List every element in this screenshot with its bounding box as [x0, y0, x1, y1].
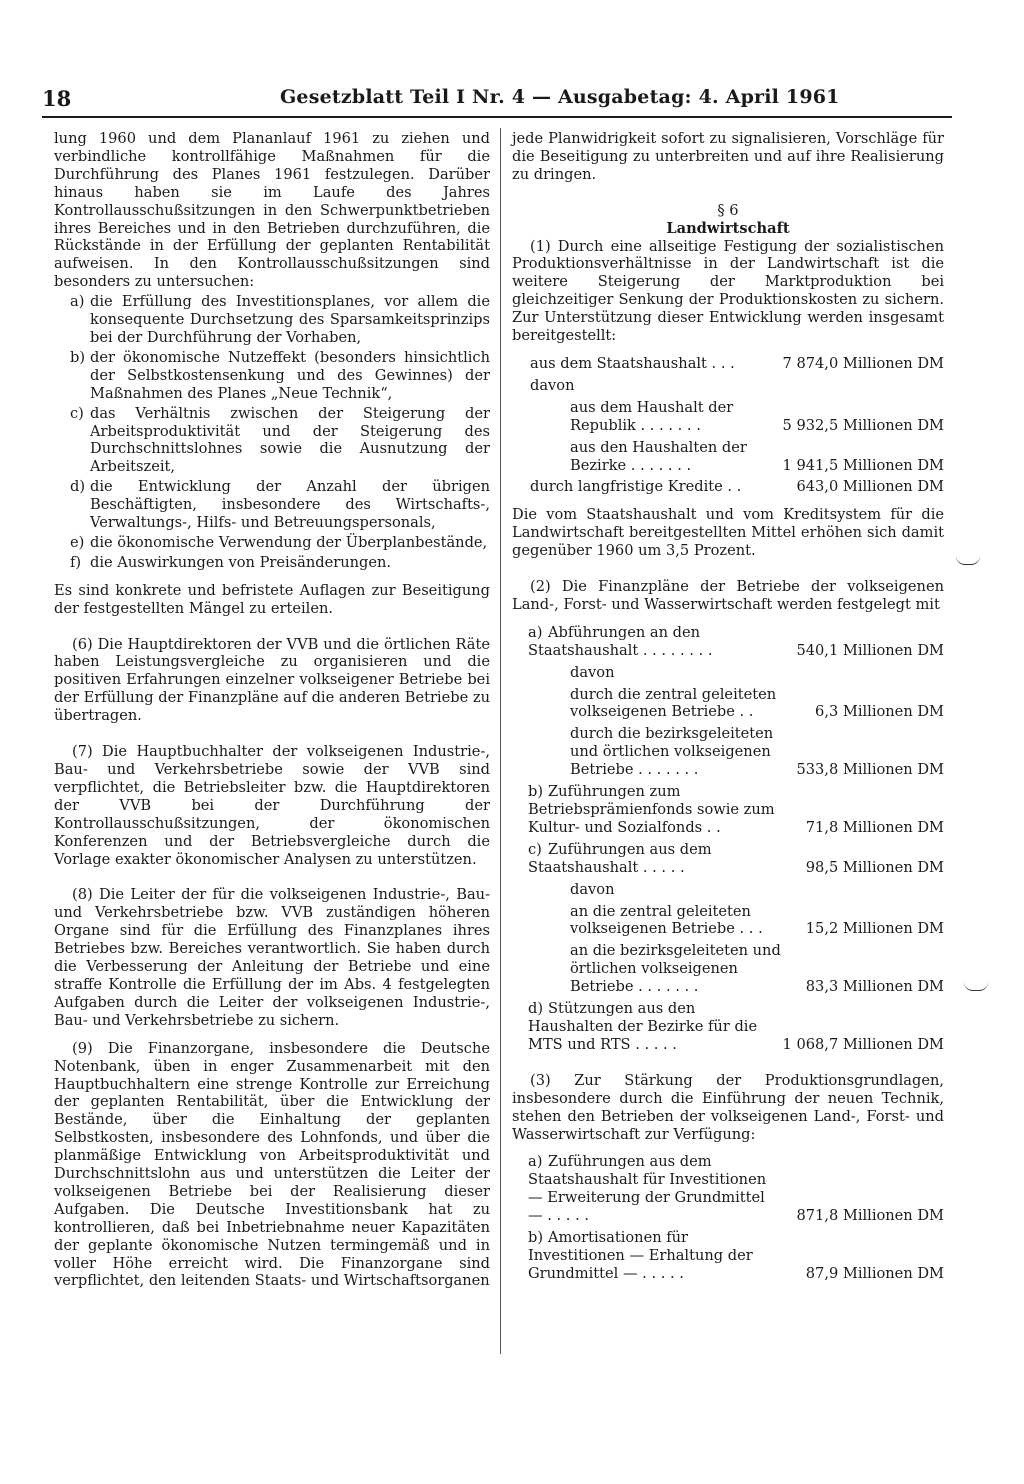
financial-row-amount: 71,8 Millionen DM — [805, 818, 944, 836]
list-label: b) — [528, 1229, 544, 1247]
financial-row-label — [512, 439, 782, 475]
financial-row-label — [512, 881, 782, 899]
financial-row-amount: 643,0 Millionen DM — [796, 478, 944, 496]
financial-row — [512, 841, 944, 877]
section-number: § 6 — [717, 201, 739, 219]
list-label: d) — [70, 478, 86, 496]
financial-row-amount: 540,1 Millionen DM — [796, 641, 944, 659]
financial-row — [512, 686, 944, 722]
section-paragraph-1: (1) Durch eine allseitige Festigung der sozialistischen Produktionsverhältnisse in der Landwirtschaft ist die weitere Steigerung der Marktproduktion bei gleichzeitiger Senkung der Produktionskosten zu sichern. Zur Unterstützung dieser Entwicklung werden insgesamt bereitgestellt: — [512, 237, 944, 345]
financial-row — [512, 439, 944, 475]
financial-row-text: davon — [530, 376, 575, 394]
financial-row-amount: 87,9 Millionen DM — [805, 1264, 944, 1282]
financial-row-label — [512, 1153, 782, 1225]
financial-row-text: davon — [570, 663, 615, 681]
margin-mark — [964, 982, 988, 991]
financial-row-text: durch die zentral geleiteten volkseigenen Betriebe . . — [570, 685, 777, 721]
financial-row-amount: 5 932,5 Millionen DM — [782, 416, 944, 434]
financial-row-text: an die zentral geleiteten volkseigenen Betriebe . . . — [570, 902, 763, 938]
financial-row-label — [512, 377, 782, 395]
list-text: die ökonomische Verwendung der Überplanbestände, — [90, 533, 488, 551]
financial-row — [512, 1000, 944, 1054]
financial-row-text: aus den Haushalten der Bezirke . . . . . . . — [570, 438, 747, 474]
financial-row-label — [512, 903, 782, 939]
paragraph-7: (7) Die Hauptbuchhalter der volkseigenen Industrie-, Bau- und Verkehrsbetriebe sowie der VVB sind verpflichtet, die Betriebsleiter bzw. die Hauptdirektoren der VVB bei der Durchführung der Kontrollausschußsitzungen, der ökonomischen Konferenzen und der Betriebsvergleiche durch die Vorlage exakter ökonomischer Analysen zu unterstützen. — [54, 743, 490, 868]
list-label: d) — [528, 1000, 544, 1018]
financial-row-text: aus dem Haushalt der Republik . . . . . . . — [570, 398, 734, 434]
list-text: die Erfüllung des Investitionsplanes, vor allem die konsequente Durchsetzung des Sparsamkeitsprinzips bei der Durchführung der Vorhaben, — [90, 293, 490, 346]
closing-paragraph: Es sind konkrete und befristete Auflagen zur Beseitigung der festgestellten Mängel zu erteilen. — [54, 581, 490, 617]
page-number: 18 — [42, 86, 72, 111]
paragraph-6: (6) Die Hauptdirektoren der VVB und die örtlichen Räte haben Leistungsvergleiche zu organisieren und die positiven Erfahrungen einzelner volkseigener Betriebe bei der Erfüllung der Finanzpläne auf die anderen Betriebe zu übertragen. — [54, 635, 490, 725]
financial-row-amount: 6,3 Millionen DM — [815, 703, 944, 721]
financial-row-label — [512, 624, 782, 660]
right-column — [512, 130, 944, 1283]
section-title: Landwirtschaft — [666, 219, 790, 237]
financial-row-text: aus dem Staatshaushalt . . . — [530, 354, 735, 372]
section-paragraph-1b: Die vom Staatshaushalt und vom Kreditsystem für die Landwirtschaft bereitgestellten Mittel erhöhen sich damit gegenüber 1960 um 3,5 Prozent. — [512, 506, 944, 560]
financial-row — [512, 399, 944, 435]
list-text: die Auswirkungen von Preisänderungen. — [90, 553, 392, 571]
financial-row-label — [512, 355, 782, 373]
financial-row — [512, 1153, 944, 1225]
gazette-title: Gesetzblatt Teil I Nr. 4 — Ausgabetag: 4. April 1961 — [280, 86, 840, 108]
financial-row-text: Abführungen an den Staatshaushalt . . . . . . . . — [528, 623, 713, 659]
financial-row-amount: 1 068,7 Millionen DM — [782, 1035, 944, 1053]
financial-table-3 — [512, 1153, 944, 1282]
section-paragraph-2: (2) Die Finanzpläne der Betriebe der volkseigenen Land-, Forst- und Wasserwirtschaft werden festgelegt mit — [512, 578, 944, 613]
financial-row-amount: 15,2 Millionen DM — [805, 920, 944, 938]
financial-row-label — [512, 1229, 782, 1283]
margin-mark — [956, 556, 980, 565]
financial-row — [512, 664, 944, 682]
financial-row — [512, 355, 944, 373]
financial-row — [512, 624, 944, 660]
list-label: b) — [528, 783, 544, 801]
financial-row-text: Zuführungen zum Betriebsprämienfonds sowie zum Kultur- und Sozialfonds . . — [528, 783, 775, 836]
list-label: a) — [70, 293, 85, 311]
financial-row-amount: 533,8 Millionen DM — [796, 761, 944, 779]
financial-row-label — [512, 942, 782, 996]
financial-row-text: Zuführungen aus dem Staatshaushalt . . . . . — [528, 840, 712, 876]
list-item-f — [54, 554, 490, 572]
financial-row-label — [512, 1000, 782, 1054]
financial-table-2 — [512, 624, 944, 1054]
financial-row-text: an die bezirksgeleiteten und örtlichen volkseigenen Betriebe . . . . . . . — [570, 942, 781, 996]
financial-row-text: durch die bezirksgeleiteten und örtlichen volkseigenen Betriebe . . . . . . . — [570, 725, 774, 779]
financial-row-amount: 98,5 Millionen DM — [805, 858, 944, 876]
financial-row — [512, 725, 944, 779]
list-label: c) — [70, 404, 84, 422]
list-label: a) — [528, 1153, 543, 1171]
financial-row — [512, 881, 944, 899]
header-rule — [42, 116, 952, 118]
list-text: das Verhältnis zwischen der Steigerung der Arbeitsproduktivität und der Steigerung des Durchschnittslohnes sowie die Ausnutzung der Arbeitszeit, — [90, 404, 490, 476]
continuation-paragraph: jede Planwidrigkeit sofort zu signalisieren, Vorschläge für die Beseitigung zu unterbreiten und auf ihre Realisierung zu dringen. — [512, 130, 944, 183]
list-label: e) — [70, 533, 85, 551]
list-item-a — [54, 293, 490, 347]
financial-row — [512, 478, 944, 496]
intro-paragraph: lung 1960 und dem Plananlauf 1961 zu ziehen und verbindliche kontrollfähige Maßnahmen für die Durchführung des Planes 1961 festzulegen. Darüber hinaus haben sie im Laufe des Jahres Kontrollausschußsitzungen in den Schwerpunktbetrieben ihres Bereiches und in den Betrieben durchzuführen, die Rückstände in der Erfüllung der geplanten Rentabilität aufweisen. In den Kontrollausschußsitzungen sind besonders zu untersuchen: — [54, 130, 490, 291]
paragraph-8: (8) Die Leiter der für die volkseigenen Industrie-, Bau- und Verkehrsbetriebe bzw. VVB zuständigen höheren Organe sind für die Erfüllung des Finanzplanes ihres Betriebes bzw. Bereiches verantwortlich. Sie haben durch die Verbesserung der Anleitung der Betriebe und eine straffe Kontrolle die Erfüllung der im Abs. 4 festgelegten Aufgaben durch die Leiter der volkseigenen Industrie-, Bau- und Verkehrsbetriebe zu sichern. — [54, 886, 490, 1029]
left-column — [54, 130, 490, 1290]
financial-row-label — [512, 783, 782, 837]
list-text: die Entwicklung der Anzahl der übrigen Beschäftigten, insbesondere des Wirtschafts-, Verwaltungs-, Hilfs- und Betreuungspersonals, — [90, 478, 490, 532]
list-label: c) — [528, 840, 542, 858]
financial-row-text: Stützungen aus den Haushalten der Bezirke für die MTS und RTS . . . . . — [528, 1000, 758, 1053]
list-label: a) — [528, 623, 543, 641]
financial-row — [512, 903, 944, 939]
financial-row-text: Zuführungen aus dem Staatshaushalt für Investitionen — Erweiterung der Grundmittel — . . . . . — [528, 1153, 767, 1225]
column-divider — [500, 128, 501, 1354]
financial-row-text: durch langfristige Kredite . . — [530, 478, 742, 496]
financial-row — [512, 783, 944, 837]
financial-table-1 — [512, 355, 944, 496]
financial-row-text: Amortisationen für Investitionen — Erhaltung der Grundmittel — . . . . . — [528, 1229, 753, 1282]
financial-row-text: davon — [570, 880, 615, 898]
financial-row — [512, 1229, 944, 1283]
financial-row-label — [512, 399, 782, 435]
list-label: b) — [70, 348, 86, 366]
financial-row-label — [512, 664, 782, 682]
financial-row-label — [512, 686, 782, 722]
financial-row — [512, 377, 944, 395]
financial-row-label — [512, 478, 782, 496]
list-item-e — [54, 534, 490, 552]
page-header — [0, 86, 1024, 116]
financial-row-amount: 871,8 Millionen DM — [796, 1207, 944, 1225]
list-text: der ökonomische Nutzeffekt (besonders hinsichtlich der Selbstkostensenkung und des Gewinnes) der Maßnahmen des Planes „Neue Technik“, — [90, 348, 490, 402]
financial-row-amount: 7 874,0 Millionen DM — [782, 354, 944, 372]
list-label: f) — [70, 553, 82, 571]
paragraph-9: (9) Die Finanzorgane, insbesondere die Deutsche Notenbank, üben in enger Zusammenarbeit mit den Hauptbuchhaltern eine strenge Kontrolle zur Erreichung der geplanten Rentabilität, über die Entwicklung der Bestände, über die Einhaltung der geplanten Selbstkosten, insbesondere des Lohnfonds, und über die planmäßige Entwicklung von Arbeitsproduktivität und Durchschnittslohn aus und unterstützen die Leiter der volkseigenen Betriebe bei der Realisierung dieser Aufgaben. Die Deutsche Investitionsbank hat zu kontrollieren, daß bei Inbetriebnahme neuer Kapazitäten der geplante ökonomische Nutzen termingemäß und in voller Höhe erreicht wird. Die Finanzorgane sind verpflichtet, den leitenden Staats- und Wirtschaftsorganen — [54, 1039, 490, 1290]
section-paragraph-3: (3) Zur Stärkung der Produktionsgrundlagen, insbesondere durch die Einführung der neuen Technik, stehen den Betrieben der volkseigenen Land-, Forst- und Wasserwirtschaft zur Verfügung: — [512, 1071, 944, 1143]
financial-row-amount: 1 941,5 Millionen DM — [782, 456, 944, 474]
financial-row-label — [512, 725, 782, 779]
financial-row-amount: 83,3 Millionen DM — [805, 978, 944, 996]
list-item-c — [54, 405, 490, 477]
list-item-d — [54, 478, 490, 532]
list-item-b — [54, 349, 490, 403]
financial-row — [512, 942, 944, 996]
financial-row-label — [512, 841, 782, 877]
